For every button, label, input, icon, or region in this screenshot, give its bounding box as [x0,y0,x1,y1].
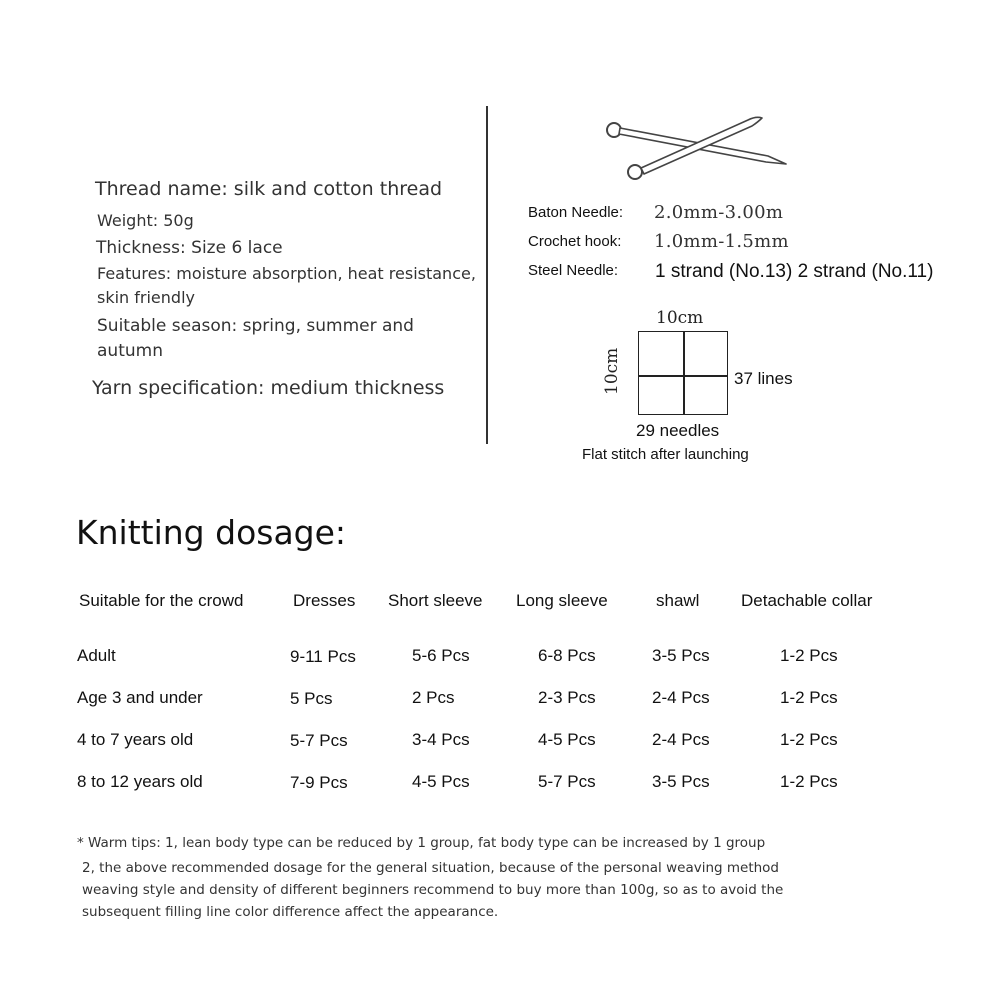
tips-line4: subsequent filling line color difference affect the appearance. [82,904,499,920]
header-long-sleeve: Long sleeve [516,591,608,610]
thickness: Thickness: Size 6 lace [96,238,283,258]
table-cell-short-sleeve: 3-4 Pcs [412,730,470,749]
gauge-side-label: 10cm [602,347,622,395]
header-shawl: shawl [656,591,700,610]
gauge-vertical-line [683,332,685,414]
crossed-needles-icon [598,112,794,188]
table-cell-dresses: 7-9 Pcs [290,773,348,792]
tips-line3: weaving style and density of different beginners recommend to buy more than 100g, so as to avoid the [82,882,784,898]
table-cell-short-sleeve: 5-6 Pcs [412,646,470,665]
header-short-sleeve: Short sleeve [388,591,483,610]
features-line1: Features: moisture absorption, heat resistance, [97,264,476,283]
season-line2: autumn [97,341,163,361]
gauge-horizontal-line [639,375,727,377]
table-cell-long-sleeve: 4-5 Pcs [538,730,596,749]
table-cell-shawl: 2-4 Pcs [652,688,710,707]
table-cell-shawl: 3-5 Pcs [652,646,710,665]
baton-needle-label: Baton Needle: [528,204,624,221]
yarn-spec: Yarn specification: medium thickness [92,377,445,399]
table-cell-crowd: 4 to 7 years old [77,730,194,749]
gauge-caption: Flat stitch after launching [582,446,749,463]
features-line2: skin friendly [97,288,195,307]
gauge-needles-label: 29 needles [636,421,720,440]
table-cell-shawl: 2-4 Pcs [652,730,710,749]
gauge-swatch [638,331,728,415]
table-cell-collar: 1-2 Pcs [780,730,838,749]
table-cell-short-sleeve: 2 Pcs [412,688,455,707]
thread-name: Thread name: silk and cotton thread [95,178,443,200]
steel-needle-value: 1 strand (No.13) 2 strand (No.11) [655,261,934,282]
table-cell-long-sleeve: 5-7 Pcs [538,772,596,791]
header-detachable-collar: Detachable collar [741,591,873,610]
table-cell-collar: 1-2 Pcs [780,688,838,707]
table-cell-short-sleeve: 4-5 Pcs [412,772,470,791]
table-cell-collar: 1-2 Pcs [780,772,838,791]
dosage-title: Knitting dosage: [76,513,347,552]
crochet-hook-value: 1.0mm-1.5mm [654,231,789,252]
table-cell-dresses: 5-7 Pcs [290,731,348,750]
season-line1: Suitable season: spring, summer and [97,316,414,336]
table-cell-dresses: 5 Pcs [290,689,333,708]
crochet-hook-label: Crochet hook: [528,233,622,250]
table-cell-dresses: 9-11 Pcs [290,647,356,666]
gauge-top-label: 10cm [656,308,704,328]
table-cell-collar: 1-2 Pcs [780,646,838,665]
gauge-lines-label: 37 lines [734,369,793,388]
table-cell-shawl: 3-5 Pcs [652,772,710,791]
tips-line2: 2, the above recommended dosage for the general situation, because of the personal weaving method [82,860,780,876]
steel-needle-label: Steel Needle: [528,262,619,279]
header-dresses: Dresses [293,591,356,610]
table-cell-crowd: 8 to 12 years old [77,772,203,791]
table-cell-long-sleeve: 2-3 Pcs [538,688,596,707]
tips-line1: * Warm tips: 1, lean body type can be reduced by 1 group, fat body type can be increased by 1 group [77,835,766,851]
weight: Weight: 50g [97,211,194,230]
vertical-divider [486,106,488,444]
table-cell-crowd: Age 3 and under [77,688,203,707]
table-cell-long-sleeve: 6-8 Pcs [538,646,596,665]
baton-needle-value: 2.0mm-3.00m [654,202,784,223]
table-cell-crowd: Adult [77,646,116,665]
header-crowd: Suitable for the crowd [79,591,244,610]
